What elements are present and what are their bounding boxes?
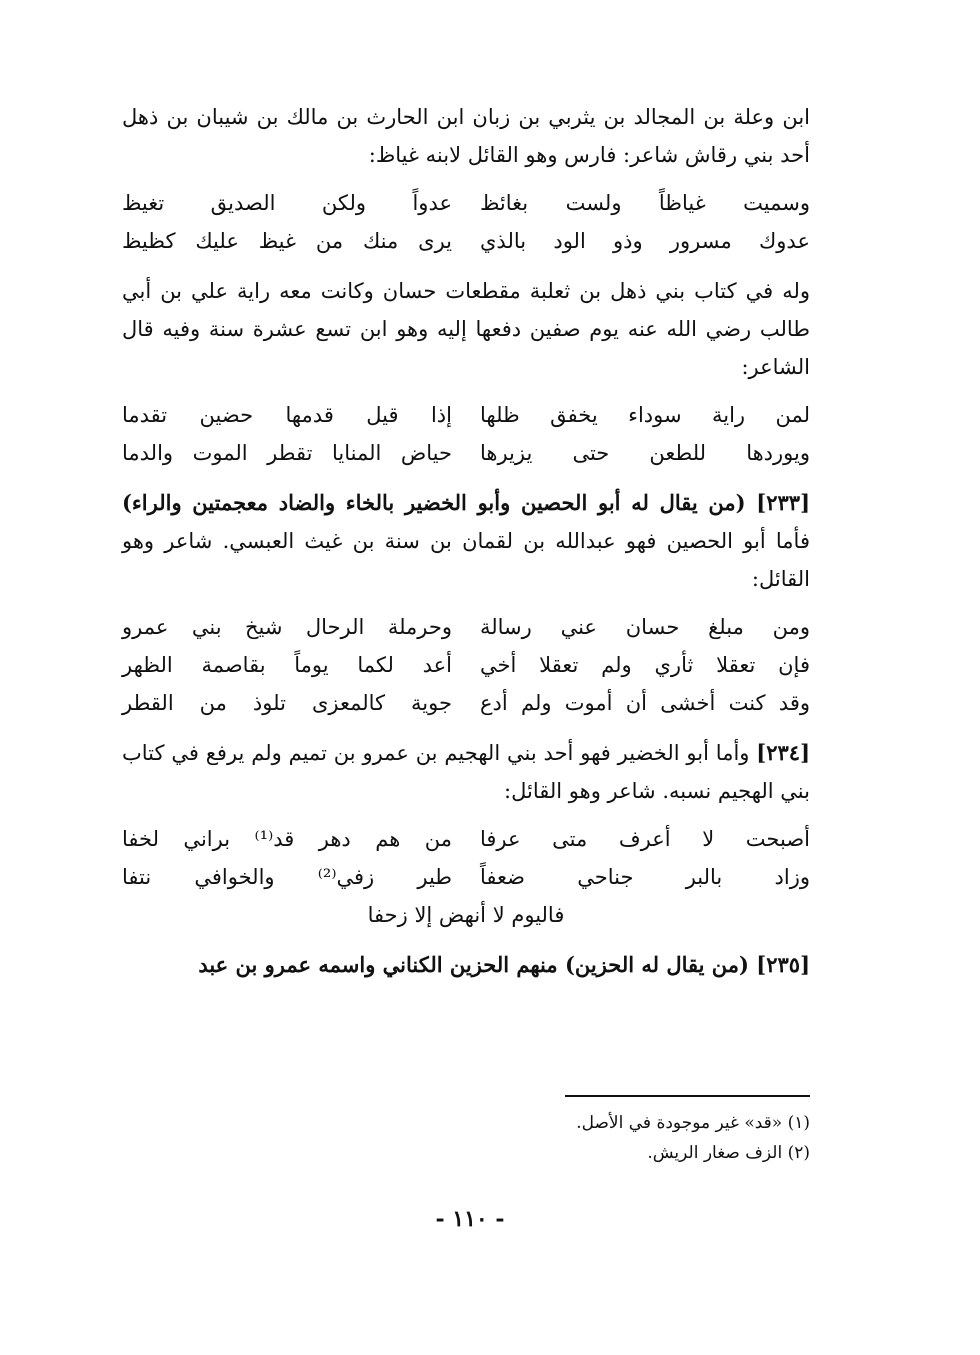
verse-second-hemistich: يرى منك من غيظ عليك كظيظ — [122, 229, 452, 253]
verse-line — [122, 858, 810, 896]
verse-first-hemistich: عدوك مسرور وذو الود بالذي — [480, 229, 810, 253]
paragraph-2: وله في كتاب بني ذهل بن ثعلبة مقطعات حسان وكانت معه راية علي بن أبي طالب رضي الله عنه يوم صفين دفعها إليه وهو ابن تسع عشرة سنة وفيه قال الشاعر: — [122, 279, 810, 379]
main-text — [122, 98, 810, 984]
verse-line — [122, 820, 810, 858]
verse-line — [122, 184, 810, 222]
verse-first-hemistich: ويوردها للطعن حتى يزيرها — [480, 441, 810, 465]
footnotes — [420, 1108, 810, 1168]
page-number: - ١١٠ - — [435, 1206, 505, 1232]
verse-first-hemistich: وقد كنت أخشى أن أموت ولم أدع — [480, 691, 810, 715]
verse-first-hemistich: ومن مبلغ حسان عني رسالة — [480, 615, 810, 639]
verse-block-2 — [122, 396, 810, 472]
verse-first-hemistich: فإن تعقلا ثأري ولم تعقلا أخي — [480, 653, 810, 677]
entry-heading-235: [٢٣٥] (من يقال له الحزين) منهم الحزين الكناني واسمه عمرو بن عبد — [198, 952, 810, 977]
verse-first-hemistich: لمن راية سوداء يخفق ظلها — [480, 403, 810, 427]
verse-first-hemistich: وزاد بالبر جناحي ضعفاً — [480, 865, 810, 889]
entry-heading-234: [٢٣٤] — [756, 740, 810, 765]
footnote-1: (١) «قد» غير موجودة في الأصل. — [576, 1113, 810, 1133]
verse-second-hemistich: أعد لكما يوماً بقاصمة الظهر — [122, 653, 452, 677]
paragraph-1: ابن وعلة بن المجالد بن يثربي بن زبان ابن الحارث بن مالك بن شيبان بن ذهل أحد بني رقاش شاعر: فارس وهو القائل لابنه غياظ: — [122, 105, 810, 167]
paragraph-4 — [122, 734, 810, 810]
verse-second-hemistich: طير زفي⁽²⁾ والخوافي نتفا — [122, 865, 452, 889]
paragraph-3-text: فأما أبو الحصين فهو عبدالله بن لقمان بن سنة بن غيث العبسي. شاعر وهو القائل: — [122, 529, 810, 591]
verse-second-hemistich: إذا قيل قدمها حضين تقدما — [122, 403, 452, 427]
verse-line — [122, 608, 810, 646]
verse-line — [122, 222, 810, 260]
verse-block-3 — [122, 608, 810, 722]
verse-line — [122, 434, 810, 472]
footnote-divider — [565, 1095, 810, 1097]
footnote-2: (٢) الزف صغار الريش. — [647, 1143, 810, 1163]
verse-line-single — [122, 896, 810, 934]
verse-first-hemistich: وسميت غياظاً ولست بغائظ — [480, 191, 810, 215]
verse-second-hemistich: حياض المنايا تقطر الموت والدما — [122, 441, 452, 465]
verse-first-hemistich: أصبحت لا أعرف متى عرفا — [480, 827, 810, 851]
paragraph-3 — [122, 484, 810, 598]
entry-heading-233: [٢٣٣] (من يقال له أبو الحصين وأبو الخضير بالخاء والضاد معجمتين والراء) — [122, 490, 810, 515]
paragraph-4-text: وأما أبو الخضير فهو أحد بني الهجيم بن عمرو بن تميم ولم يرفع في كتاب بني الهجيم نسبه. شاعر وهو القائل: — [122, 741, 810, 803]
verse-second-hemistich: عدواً ولكن الصديق تغيظ — [122, 191, 452, 215]
verse-block-4 — [122, 820, 810, 934]
verse-line — [122, 646, 810, 684]
verse-block-1 — [122, 184, 810, 260]
verse-line — [122, 684, 810, 722]
verse-line — [122, 396, 810, 434]
verse-single-hemistich: فاليوم لا أنهض إلا زحفا — [367, 903, 565, 927]
verse-second-hemistich: وحرملة الرحال شيخ بني عمرو — [122, 615, 452, 639]
verse-second-hemistich: من هم دهر قد⁽¹⁾ براني لخفا — [122, 827, 452, 851]
verse-second-hemistich: جوية كالمعزى تلوذ من القطر — [122, 691, 452, 715]
